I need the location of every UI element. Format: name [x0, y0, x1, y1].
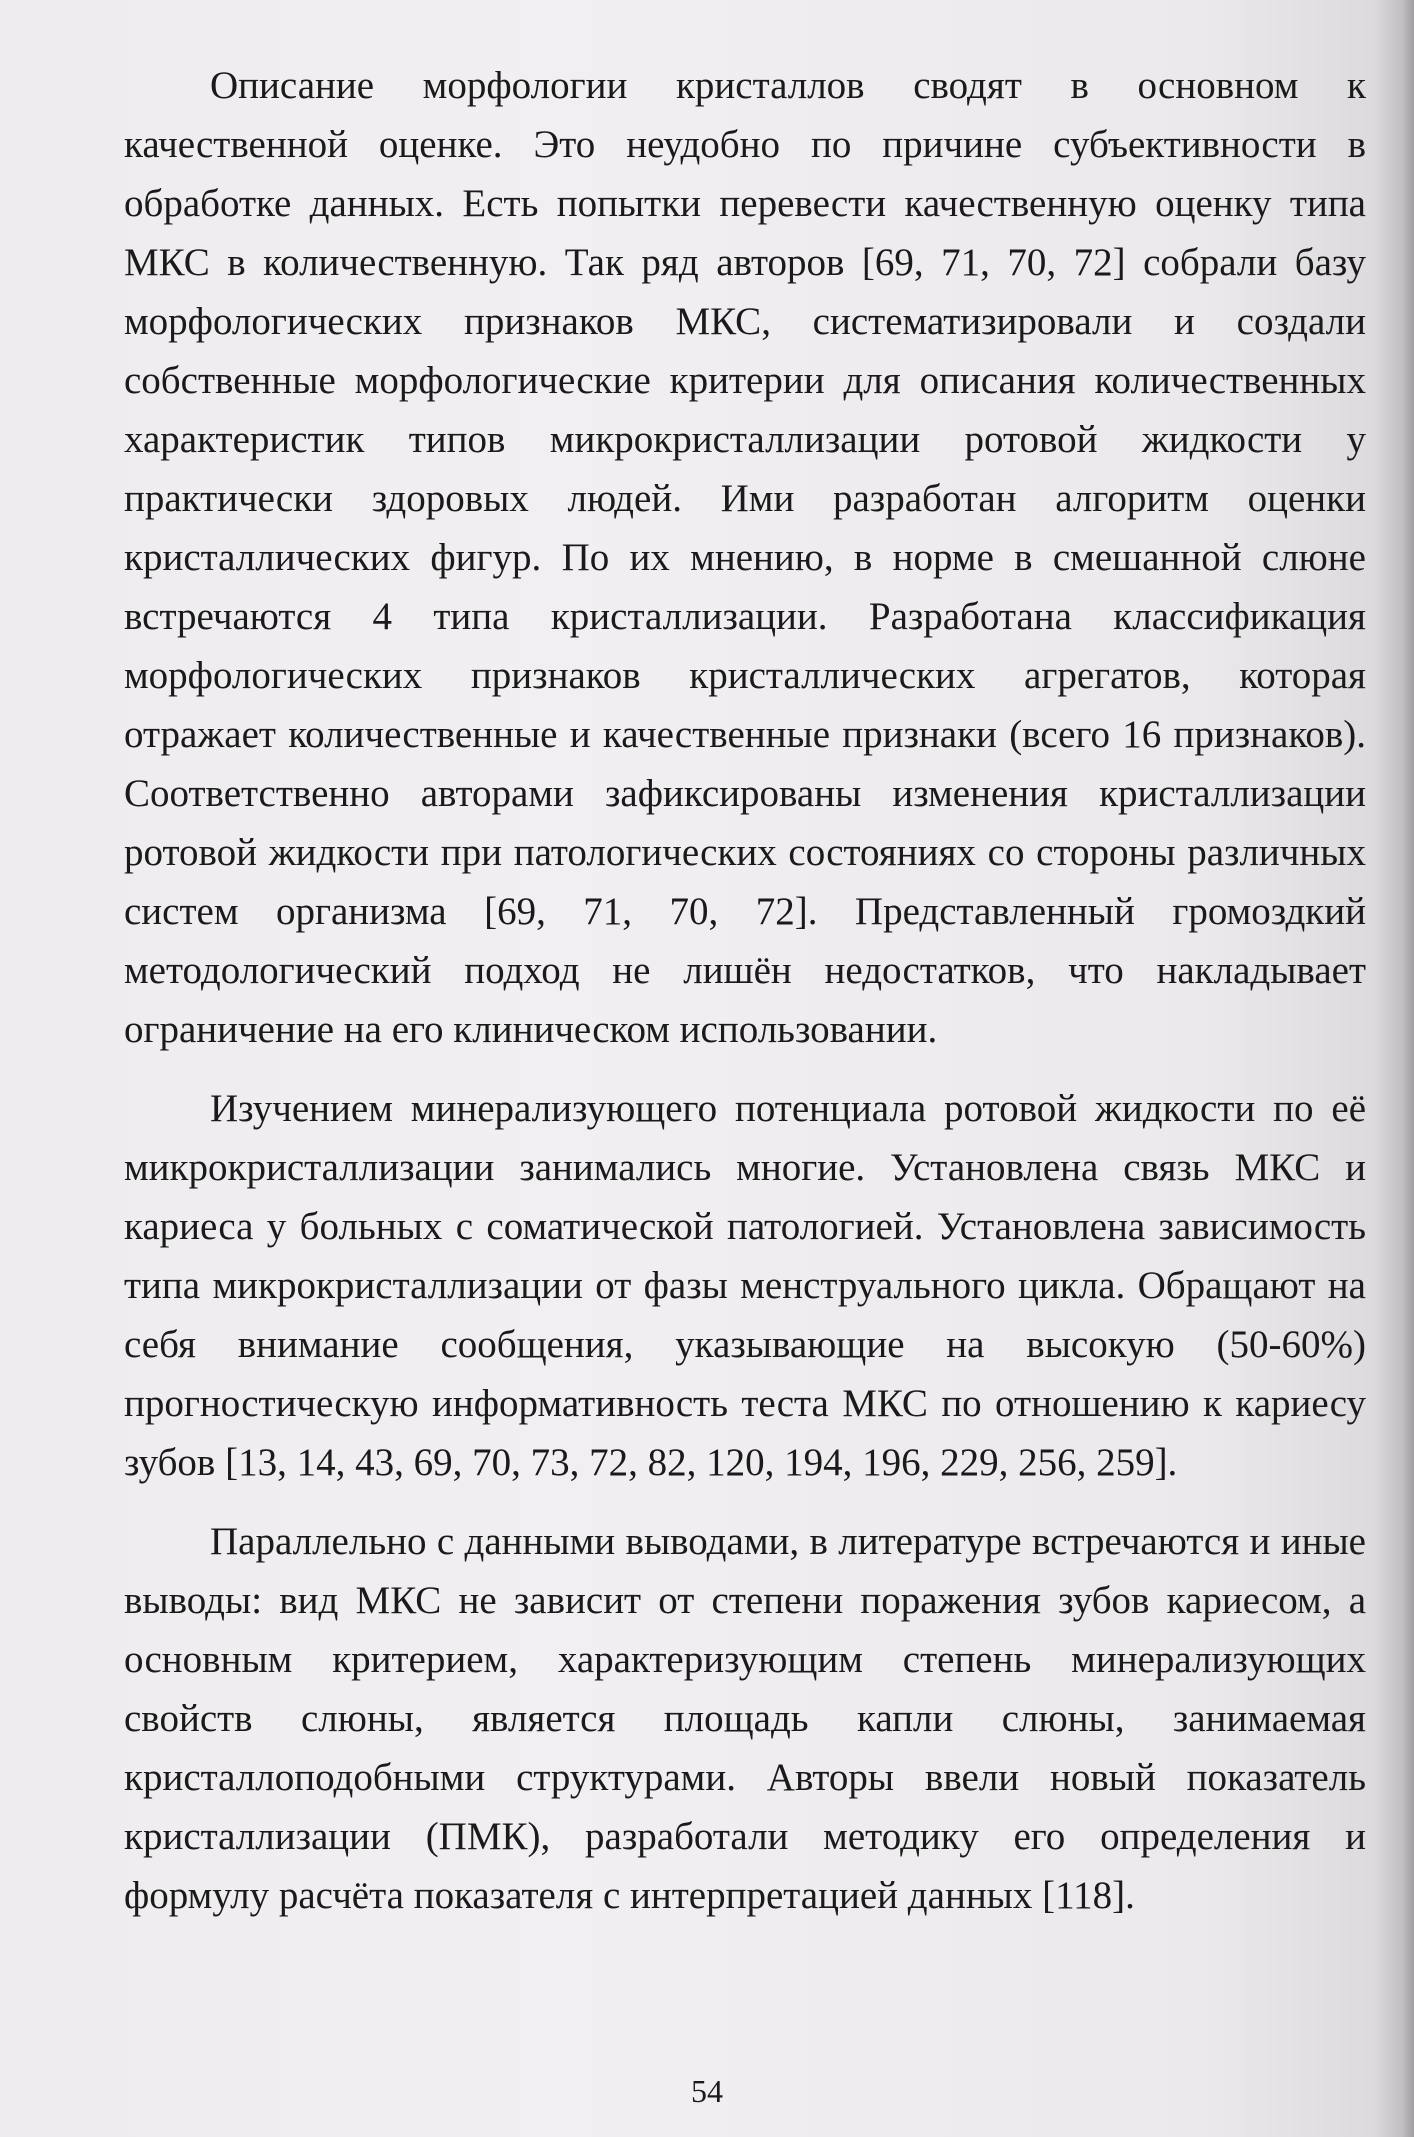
paragraph-3: Параллельно с данными выводами, в литературе встречаются и иные выводы: вид МКС не зависит от степени поражения зубов кариесом, а основным критерием, характеризующим степень минерализующих свойств слюны, является площадь капли слюны, занимаемая кристаллоподобными структурами. Авторы ввели новый показатель кристаллизации (ПМК), разработали методику его определения и формулу расчёта показателя с интерпретацией данных [118].: [124, 1520, 1366, 1917]
paragraph-2: Изучением минерализующего потенциала ротовой жидкости по её микрокристаллизации занимались многие. Установлена связь МКС и кариеса у больных с соматической патологией. Установлена зависимость типа микрокристаллизации от фазы менструального цикла. Обращают на себя внимание сообщения, указывающие на высокую (50-60%) прогностическую информативность теста МКС по отношению к кариесу зубов [13, 14, 43, 69, 70, 73, 72, 82, 120, 194, 196, 229, 256, 259].: [124, 1087, 1366, 1484]
page-number: 54: [691, 2073, 723, 2109]
body-text: [124, 56, 1366, 1945]
page-edge-shadow: [1374, 0, 1414, 2137]
paragraph-1: Описание морфологии кристаллов сводят в основном к качественной оценке. Это неудобно по причине субъективности в обработке данных. Есть попытки перевести качественную оценку типа МКС в количественную. Так ряд авторов [69, 71, 70, 72] собрали базу морфологических признаков МКС, систематизировали и создали собственные морфологические критерии для описания количественных характеристик типов микрокристаллизации ротовой жидкости у практически здоровых людей. Ими разработан алгоритм оценки кристаллических фигур. По их мнению, в норме в смешанной слюне встречаются 4 типа кристаллизации. Разработана классификация морфологических признаков кристаллических агрегатов, которая отражает количественные и качественные признаки (всего 16 признаков). Соответственно авторами зафиксированы изменения кристаллизации ротовой жидкости при патологических состояниях со стороны различных систем организма [69, 71, 70, 72]. Представленный громоздкий методологический подход не лишён недостатков, что накладывает ограничение на его клиническом использовании.: [124, 64, 1366, 1051]
